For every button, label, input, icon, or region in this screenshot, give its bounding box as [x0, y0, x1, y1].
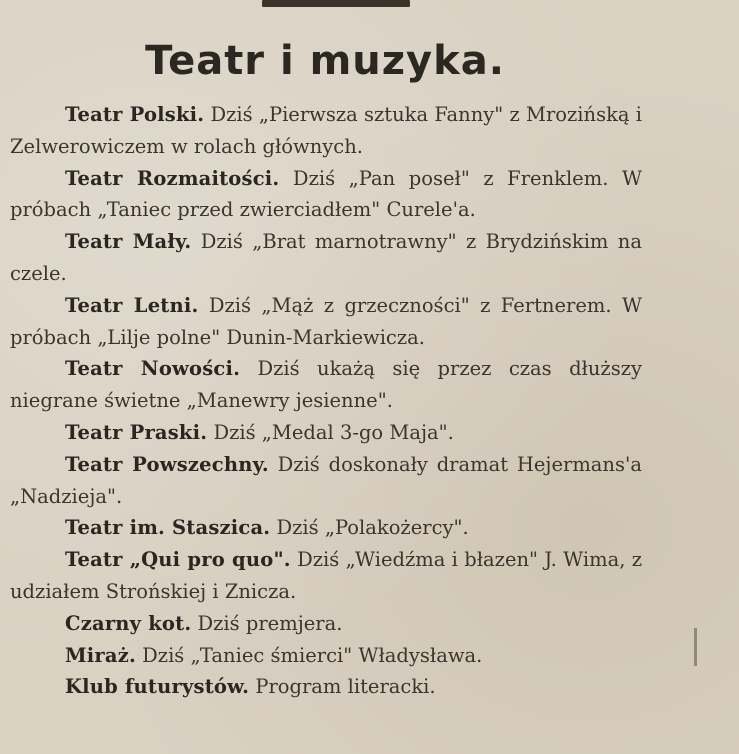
venue-name: Teatr Rozmaitości. — [65, 166, 280, 190]
venue-name: Teatr Polski. — [65, 103, 205, 126]
entry-text: Dziś premjera. — [191, 611, 343, 635]
entry-teatr-staszica — [10, 512, 642, 544]
entry-text: Dziś doskonały dramat Hejermans'a „Nadzieja". — [10, 452, 642, 508]
entry-text: Dziś „Wiedźma i błazen" J. Wima, z udziałem Strońskiej i Znicza. — [10, 548, 642, 603]
entry-text: Dziś „Pierwsza sztuka Fanny" z Mrozińską i Zelwerowiczem w rolach głównych. — [10, 103, 642, 158]
entry-klub-futurystow — [10, 671, 642, 703]
section-headline: Teatr i muzyka. — [145, 38, 505, 84]
entry-teatr-nowosci — [10, 353, 642, 417]
entry-czarny-kot — [10, 608, 642, 640]
venue-name: Teatr im. Staszica. — [65, 516, 271, 540]
venue-name: Miraż. — [65, 643, 136, 667]
entry-text: Dziś ukażą się przez czas dłuższy niegrane świetne „Manewry jesienne". — [10, 357, 643, 413]
article-body — [10, 99, 642, 703]
entry-text: Dziś „Mąż z grzeczności" z Fertnerem. W próbach „Lilje polne" Dunin-Markiewicza. — [10, 293, 642, 349]
entry-teatr-polski — [10, 99, 642, 163]
venue-name: Teatr Powszechny. — [65, 452, 269, 476]
entry-teatr-letni — [10, 290, 642, 354]
margin-mark — [694, 628, 697, 666]
venue-name: Teatr „Qui pro quo". — [65, 548, 291, 572]
entry-text: Dziś „Pan poseł" z Frenklem. W próbach „Taniec przed zwierciadłem" Curele'a. — [10, 166, 643, 222]
entry-miraz — [10, 640, 642, 672]
entry-text: Dziś „Taniec śmierci" Władysława. — [135, 643, 483, 667]
venue-name: Teatr Letni. — [65, 293, 199, 317]
entry-text: Program literacki. — [249, 675, 436, 699]
venue-name: Czarny kot. — [65, 611, 192, 635]
entry-teatr-maly — [10, 226, 642, 290]
venue-name: Teatr Praski. — [65, 420, 208, 444]
venue-name: Teatr Nowości. — [65, 357, 241, 381]
entry-teatr-qui-pro-quo — [10, 544, 642, 608]
entry-text: Dziś „Brat marnotrawny" z Brydzińskim na czele. — [10, 230, 642, 285]
venue-name: Teatr Mały. — [65, 230, 192, 254]
top-rule — [262, 0, 410, 7]
entry-text: Dziś „Medal 3-go Maja". — [207, 420, 454, 444]
entry-text: Dziś „Polakożercy". — [270, 516, 469, 540]
venue-name: Klub futurystów. — [65, 675, 250, 699]
entry-teatr-praski — [10, 417, 642, 449]
entry-teatr-rozmaitosci — [10, 163, 642, 227]
entry-teatr-powszechny — [10, 449, 642, 513]
